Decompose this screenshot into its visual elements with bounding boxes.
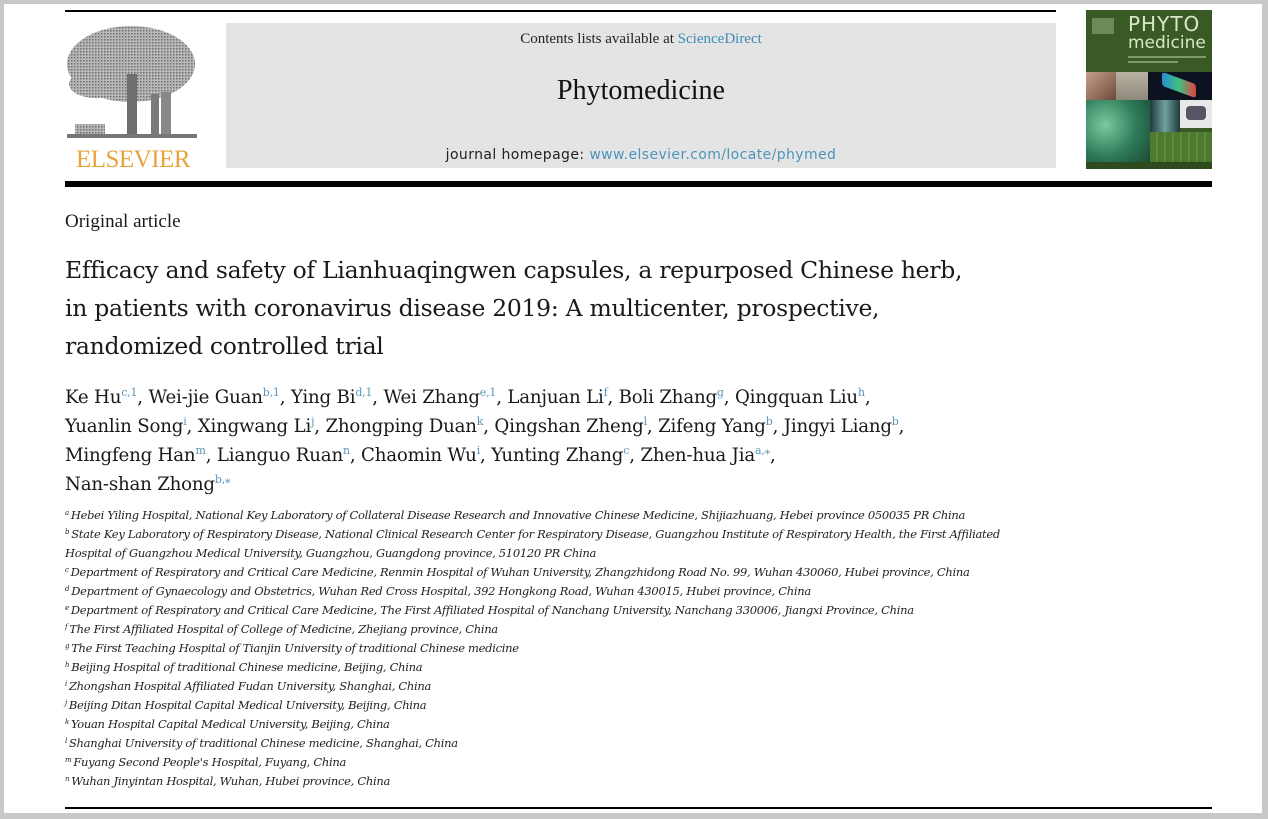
author-affiliation-link[interactable]: m bbox=[195, 444, 206, 457]
affiliation-list bbox=[65, 506, 1215, 791]
cover-cells-image bbox=[1086, 100, 1150, 162]
cover-spectrum-image bbox=[1148, 72, 1212, 100]
affiliation-key: g bbox=[65, 642, 70, 650]
cover-subtitle-bar bbox=[1128, 56, 1206, 58]
author-affiliation-link[interactable]: b bbox=[891, 415, 899, 428]
affiliation bbox=[65, 506, 1215, 525]
sciencedirect-link[interactable]: ScienceDirect bbox=[677, 31, 762, 47]
affiliation bbox=[65, 601, 1215, 620]
affiliation-text: Wuhan Jinyintan Hospital, Wuhan, Hubei province, China bbox=[71, 774, 391, 788]
author[interactable]: Wei-jie Guan$^{b,1}$, bbox=[148, 386, 291, 408]
affiliation-text: Beijing Ditan Hospital Capital Medical University, Beijing, China bbox=[68, 698, 427, 712]
author-affiliation-link[interactable]: e,1 bbox=[479, 386, 497, 399]
affiliation-text: State Key Laboratory of Respiratory Disease, National Clinical Research Center for Respiratory Disease, Guangzhou Institute of Respiratory Health, the First Affiliated bbox=[71, 527, 1000, 541]
title-line: in patients with coronavirus disease 2019: A multicenter, prospective, bbox=[65, 294, 880, 322]
affiliation bbox=[65, 639, 1215, 658]
affiliation-key: m bbox=[65, 756, 72, 764]
affiliation bbox=[65, 715, 1215, 734]
cover-subtitle-bar bbox=[1128, 61, 1178, 63]
elsevier-wordmark: ELSEVIER bbox=[75, 146, 191, 173]
affiliation bbox=[65, 525, 1215, 544]
affiliation-text: Department of Respiratory and Critical Care Medicine, The First Affiliated Hospital of Nanchang University, Nanchang 330006, Jiangxi Province, China bbox=[70, 603, 914, 617]
author[interactable]: Ying Bi$^{d,1}$, bbox=[290, 386, 384, 408]
homepage-prefix: journal homepage: bbox=[445, 147, 590, 163]
affiliation-continuation bbox=[65, 544, 1215, 563]
author[interactable]: Qingshan Zheng$^l$, bbox=[494, 415, 659, 437]
author-affiliation-link[interactable]: a,⁎ bbox=[754, 444, 770, 457]
author[interactable]: Nan-shan Zhong$^{b,⁎}$ bbox=[65, 473, 231, 495]
author[interactable]: Xingwang Li$^j$, bbox=[197, 415, 326, 437]
author-line bbox=[65, 383, 1205, 412]
cover-chromatogram-image bbox=[1150, 100, 1180, 132]
journal-name: Phytomedicine bbox=[557, 75, 725, 106]
author-affiliation-link[interactable]: c,1 bbox=[121, 386, 138, 399]
article-type: Original article bbox=[65, 211, 181, 232]
affiliation-key: j bbox=[65, 699, 67, 707]
author[interactable]: Chaomin Wu$^i$, bbox=[361, 444, 492, 466]
affiliation-text: Department of Respiratory and Critical Care Medicine, Renmin Hospital of Wuhan University, Zhangzhidong Road No. 99, Wuhan 430060, Hubei province, China bbox=[70, 565, 970, 579]
author-affiliation-link[interactable]: l bbox=[643, 415, 647, 428]
affiliation-key: l bbox=[65, 737, 67, 745]
affiliation bbox=[65, 582, 1215, 601]
affiliation-text: The First Affiliated Hospital of College of Medicine, Zhejiang province, China bbox=[69, 622, 498, 636]
affiliation-key: b bbox=[65, 528, 70, 536]
cover-footer-bar bbox=[1086, 162, 1212, 169]
author-list bbox=[65, 383, 1205, 499]
author[interactable]: Boli Zhang$^g$, bbox=[618, 386, 735, 408]
contents-available-line bbox=[226, 31, 1056, 48]
affiliation-text: Shanghai University of traditional Chinese medicine, Shanghai, China bbox=[68, 736, 458, 750]
affiliation-text: Beijing Hospital of traditional Chinese medicine, Beijing, China bbox=[71, 660, 423, 674]
journal-cover-image[interactable] bbox=[1086, 10, 1212, 169]
author[interactable]: Jingyi Liang$^b$, bbox=[783, 415, 905, 437]
affiliation-text: The First Teaching Hospital of Tianjin University of traditional Chinese medicine bbox=[71, 641, 519, 655]
affiliation-text: Youan Hospital Capital Medical University, Beijing, China bbox=[70, 717, 390, 731]
affiliation bbox=[65, 677, 1215, 696]
title-line: Efficacy and safety of Lianhuaqingwen capsules, a repurposed Chinese herb, bbox=[65, 256, 963, 284]
affiliation-key: f bbox=[65, 623, 68, 631]
affiliation bbox=[65, 772, 1215, 791]
affiliation-key: c bbox=[65, 566, 69, 574]
author[interactable]: Lianguo Ruan$^n$, bbox=[216, 444, 362, 466]
author-line bbox=[65, 441, 1205, 470]
affiliation bbox=[65, 620, 1215, 639]
author[interactable]: Wei Zhang$^{e,1}$, bbox=[383, 386, 508, 408]
journal-homepage-link[interactable]: www.elsevier.com/locate/phymed bbox=[589, 147, 837, 163]
author[interactable]: Qingquan Liu$^h$, bbox=[734, 386, 871, 408]
contents-prefix: Contents lists available at bbox=[520, 31, 678, 47]
cover-gel-image bbox=[1180, 100, 1212, 128]
affiliation-key: a bbox=[65, 509, 69, 517]
author[interactable]: Zhen-hua Jia$^{a,⁎}$, bbox=[640, 444, 776, 466]
affiliation-text: Zhongshan Hospital Affiliated Fudan University, Shanghai, China bbox=[68, 679, 432, 693]
author-affiliation-link[interactable]: c bbox=[623, 444, 630, 457]
author-affiliation-link[interactable]: b,⁎ bbox=[214, 473, 231, 486]
footer-rule bbox=[65, 807, 1212, 809]
affiliation-key: e bbox=[65, 604, 69, 612]
elsevier-tree-icon bbox=[65, 24, 199, 144]
title-line: randomized controlled trial bbox=[65, 332, 384, 360]
author-affiliation-link[interactable]: f bbox=[603, 386, 608, 399]
affiliation bbox=[65, 753, 1215, 772]
author-affiliation-link[interactable]: d,1 bbox=[355, 386, 373, 399]
affiliation bbox=[65, 734, 1215, 753]
author-affiliation-link[interactable]: b,1 bbox=[262, 386, 280, 399]
cover-portrait-image bbox=[1086, 72, 1116, 100]
affiliation bbox=[65, 563, 1215, 582]
affiliation bbox=[65, 658, 1215, 677]
author-affiliation-link[interactable]: k bbox=[476, 415, 484, 428]
article-title bbox=[65, 251, 1165, 365]
affiliation-text: Fuyang Second People's Hospital, Fuyang, China bbox=[73, 755, 347, 769]
cover-elsevier-emblem-icon bbox=[1092, 18, 1114, 34]
affiliation-text: Hebei Yiling Hospital, National Key Laboratory of Collateral Disease Research and Innovative Chinese Medicine, Shijiazhuang, Hebei province 050035 PR China bbox=[70, 508, 966, 522]
cover-plants-image bbox=[1150, 132, 1212, 162]
author[interactable]: Ke Hu$^{c,1}$, bbox=[65, 386, 149, 408]
author-line bbox=[65, 470, 1205, 499]
affiliation bbox=[65, 696, 1215, 715]
cover-title-phyto: PHYTO bbox=[1128, 12, 1201, 36]
header-bottom-rule bbox=[65, 181, 1212, 187]
affiliation-key: i bbox=[65, 680, 67, 688]
affiliation-key: d bbox=[65, 585, 70, 593]
author-affiliation-link[interactable]: j bbox=[311, 415, 315, 428]
affiliation-key: k bbox=[65, 718, 69, 726]
elsevier-logo[interactable] bbox=[65, 24, 199, 174]
author-affiliation-link[interactable]: i bbox=[476, 444, 481, 457]
author-line bbox=[65, 412, 1205, 441]
journal-banner bbox=[226, 23, 1056, 168]
cover-title-medicine: medicine bbox=[1128, 33, 1206, 53]
affiliation-key: h bbox=[65, 661, 70, 669]
author[interactable]: Yuanlin Song$^i$, bbox=[65, 415, 198, 437]
journal-homepage-line bbox=[226, 147, 1056, 163]
author-affiliation-link[interactable]: n bbox=[342, 444, 350, 457]
article-page bbox=[4, 4, 1262, 813]
author[interactable]: Zifeng Yang$^b$, bbox=[658, 415, 784, 437]
author[interactable]: Mingfeng Han$^m$, bbox=[65, 444, 217, 466]
author[interactable]: Zhongping Duan$^k$, bbox=[325, 415, 495, 437]
author-affiliation-link[interactable]: b bbox=[765, 415, 773, 428]
cover-manuscript-image bbox=[1116, 72, 1148, 100]
author-affiliation-link[interactable]: i bbox=[183, 415, 187, 428]
affiliation-text: Department of Gynaecology and Obstetrics, Wuhan Red Cross Hospital, 392 Hongkong Road, Wuhan 430015, Hubei province, China bbox=[71, 584, 811, 598]
author[interactable]: Lanjuan Li$^f$, bbox=[507, 386, 619, 408]
author[interactable]: Yunting Zhang$^c$, bbox=[491, 444, 641, 466]
header-top-rule bbox=[65, 10, 1056, 12]
author-affiliation-link[interactable]: h bbox=[857, 386, 865, 399]
author-affiliation-link[interactable]: g bbox=[716, 386, 724, 399]
affiliation-key: n bbox=[65, 775, 70, 783]
affiliation-text: Hospital of Guangzhou Medical University, Guangzhou, Guangdong province, 510120 PR China bbox=[65, 546, 597, 560]
